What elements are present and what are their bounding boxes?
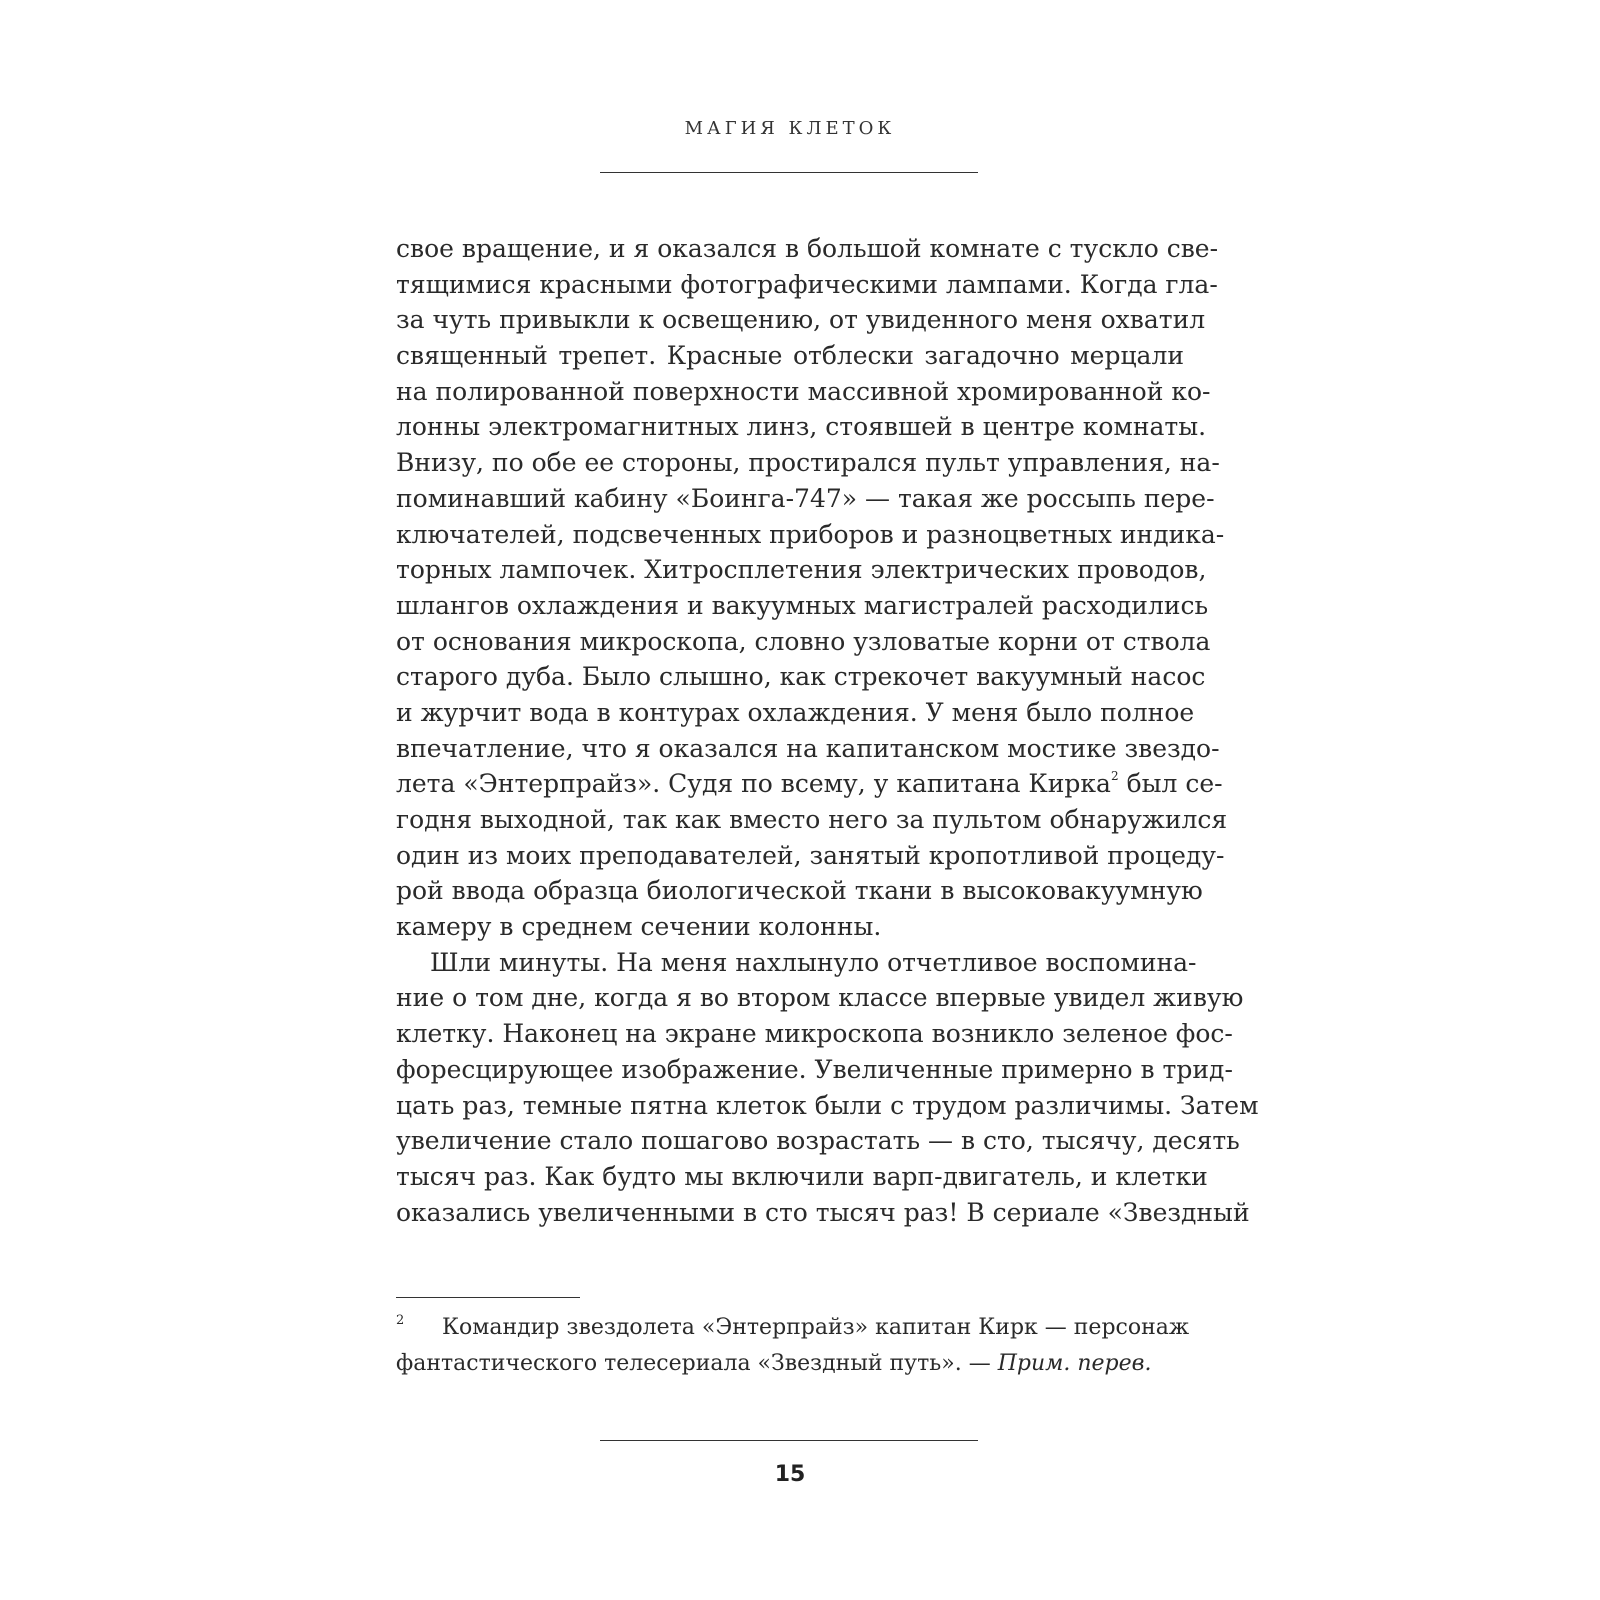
footnote-text: Командир звездолета «Энтерпрайз» капитан Кирк — персонаж xyxy=(442,1315,1190,1340)
text-line: от основания микроскопа, словно узловатые корни от ствола xyxy=(396,626,1211,656)
text-segment: был се- xyxy=(1126,769,1223,799)
header-rule xyxy=(600,172,978,173)
body-text xyxy=(396,231,1259,1230)
text-line: свое вращение, и я оказался в большой комнате с тускло све- xyxy=(396,234,1219,263)
running-head: МАГИЯ КЛЕТОК xyxy=(684,118,896,139)
footer-rule xyxy=(600,1440,978,1441)
text-line: священный трепет. Красные отблески загадочно мерцали xyxy=(396,341,1184,371)
text-line: шлангов охлаждения и вакуумных магистралей расходились xyxy=(396,590,1209,620)
footnote-rule xyxy=(396,1297,580,1298)
text-line: рой ввода образца биологической ткани в высоковакуумную xyxy=(396,876,1203,906)
text-line-with-footnote xyxy=(396,766,1223,802)
footnote-translator-note: Прим. перев. xyxy=(997,1351,1152,1376)
text-line: на полированной поверхности массивной хромированной ко- xyxy=(396,376,1211,406)
text-line: старого дуба. Было слышно, как стрекочет вакуумный насос xyxy=(396,662,1206,692)
footnote-reference[interactable]: 2 xyxy=(1110,769,1119,784)
text-line: ключателей, подсвеченных приборов и разноцветных индика- xyxy=(396,519,1225,549)
text-line: форесцирующее изображение. Увеличенные примерно в трид- xyxy=(396,1054,1233,1084)
text-line: увеличение стало пошагово возрастать — в сто, тысячу, десять xyxy=(396,1126,1240,1156)
text-line: за чуть привыкли к освещению, от увиденного меня охватил xyxy=(396,305,1206,335)
text-segment: лета «Энтерпрайз». Судя по всему, у капитана Кирка xyxy=(396,769,1111,799)
text-line: оказались увеличенными в сто тысяч раз! В сериале «Звездный xyxy=(396,1197,1250,1227)
footnote-text: фантастического телесериала «Звездный путь». — xyxy=(396,1351,998,1376)
footnote-line xyxy=(396,1346,1184,1382)
text-line: ние о том дне, когда я во втором классе впервые увидел живую xyxy=(396,983,1244,1013)
text-line: Шли минуты. На меня нахлынуло отчетливое воспомина- xyxy=(430,947,1197,977)
text-line: лонны электромагнитных линз, стоявшей в центре комнаты. xyxy=(396,412,1207,442)
text-line: торных лампочек. Хитросплетения электрических проводов, xyxy=(396,555,1207,585)
text-line: один из моих преподавателей, занятый кропотливой процеду- xyxy=(396,840,1225,870)
text-line: поминавший кабину «Боинга-747» — такая же россыпь пере- xyxy=(396,483,1215,513)
text-line: цать раз, темные пятна клеток были с трудом различимы. Затем xyxy=(396,1090,1259,1120)
text-line: тысяч раз. Как будто мы включили варп-двигатель, и клетки xyxy=(396,1161,1208,1191)
text-line: годня выходной, так как вместо него за пультом обнаружился xyxy=(396,805,1228,834)
page-number: 15 xyxy=(774,1462,806,1487)
footnote xyxy=(396,1310,1190,1382)
text-line: Внизу, по обе ее стороны, простирался пульт управления, на- xyxy=(396,448,1220,478)
text-line: камеру в среднем сечении колонны. xyxy=(396,912,882,942)
text-line: и журчит вода в контурах охлаждения. У меня было полное xyxy=(396,697,1195,727)
text-line: тящимися красными фотографическими лампами. Когда гла- xyxy=(396,269,1218,299)
text-line: впечатление, что я оказался на капитанском мостике звездо- xyxy=(396,733,1220,763)
footnote-line: 2 Командир звездолета «Энтерпрайз» капитан Кирк — персонаж xyxy=(396,1313,1190,1340)
text-line: клетку. Наконец на экране микроскопа возникло зеленое фос- xyxy=(396,1019,1233,1049)
